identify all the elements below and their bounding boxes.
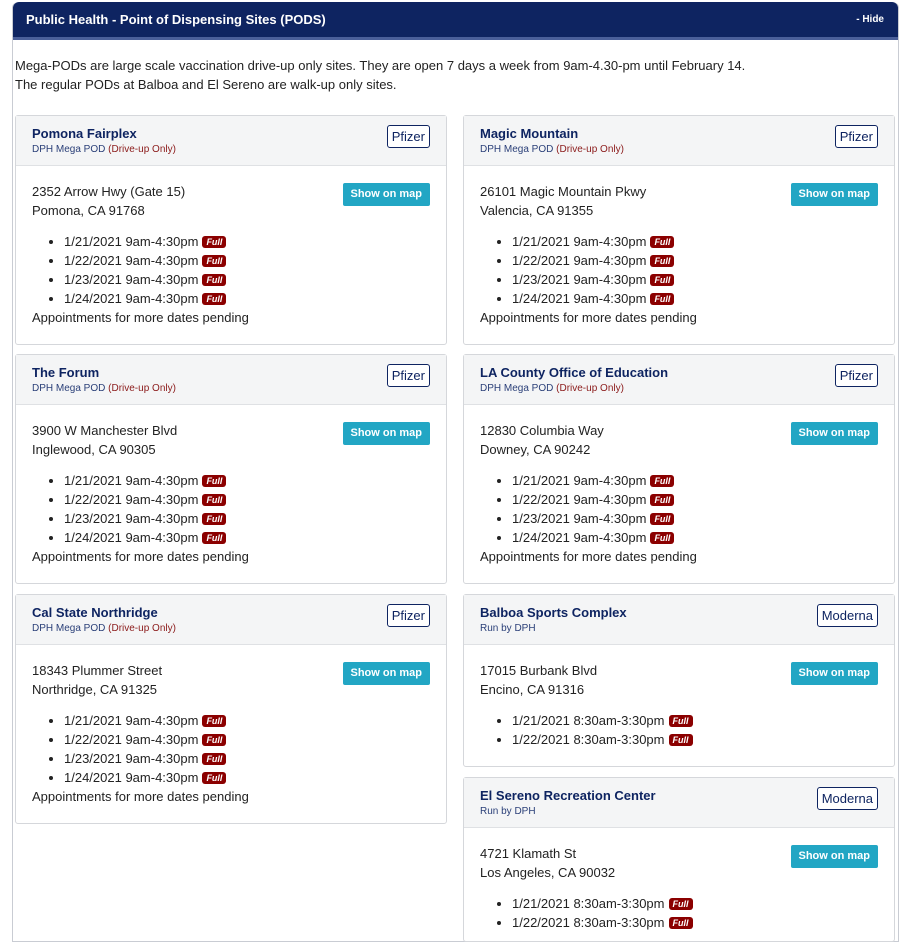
site-card-body [16,405,446,578]
full-badge: Full [669,715,693,727]
date-list [480,894,878,932]
show-on-map-button[interactable]: Show on map [343,422,431,445]
pending-note: Appointments for more dates pending [32,789,249,804]
site-type-label: DPH Mega POD [480,144,554,155]
site-type [32,623,430,634]
date-item [512,251,878,270]
vaccine-badge: Moderna [817,787,878,810]
site-card-pomona-fairplex [15,115,447,345]
date-text: 1/21/2021 8:30am-3:30pm [512,896,665,911]
site-card-header [464,355,894,405]
date-item [512,289,878,308]
site-card-body [464,166,894,339]
site-type: Run by DPH [480,806,536,817]
date-item [512,509,878,528]
show-on-map-button[interactable]: Show on map [791,183,879,206]
site-card-body [464,405,894,578]
full-badge: Full [669,917,693,929]
full-badge: Full [202,532,226,544]
address-line-2: Downey, CA 90242 [480,442,591,457]
full-badge: Full [650,236,674,248]
address-line-1: 3900 W Manchester Blvd [32,423,178,438]
address-line-2: Los Angeles, CA 90032 [480,865,616,880]
date-item [64,509,430,528]
date-text: 1/23/2021 9am-4:30pm [64,751,199,766]
address-line-2: Valencia, CA 91355 [480,203,594,218]
date-text: 1/24/2021 9am-4:30pm [512,291,647,306]
drive-up-note: (Drive-up Only) [108,623,176,634]
drive-up-note: (Drive-up Only) [108,144,176,155]
date-text: 1/21/2021 9am-4:30pm [512,473,647,488]
address-line-1: 26101 Magic Mountain Pkwy [480,184,647,199]
address-line-2: Inglewood, CA 90305 [32,442,156,457]
date-text: 1/21/2021 9am-4:30pm [64,234,199,249]
show-on-map-button[interactable]: Show on map [791,422,879,445]
address-line-1: 2352 Arrow Hwy (Gate 15) [32,184,186,199]
site-card-la-county-office-of-education [463,354,895,584]
date-item [512,913,878,932]
full-badge: Full [202,293,226,305]
date-text: 1/23/2021 9am-4:30pm [512,272,647,287]
site-card-header [464,595,894,645]
site-card-body [464,645,894,761]
date-item [64,232,430,251]
panel-title: Public Health - Point of Dispensing Sites (PODS) [26,12,326,27]
full-badge: Full [650,532,674,544]
site-name: Balboa Sports Complex [480,605,627,620]
date-text: 1/24/2021 9am-4:30pm [64,291,199,306]
date-item [64,749,430,768]
date-text: 1/24/2021 9am-4:30pm [512,530,647,545]
date-text: 1/23/2021 9am-4:30pm [64,272,199,287]
full-badge: Full [650,513,674,525]
date-text: 1/22/2021 9am-4:30pm [64,732,199,747]
date-item [64,289,430,308]
date-item [512,711,878,730]
full-badge: Full [202,734,226,746]
full-badge: Full [669,898,693,910]
address-line-1: 12830 Columbia Way [480,423,604,438]
date-text: 1/22/2021 9am-4:30pm [64,492,199,507]
site-name: El Sereno Recreation Center [480,788,656,803]
date-item [64,730,430,749]
pending-note: Appointments for more dates pending [32,549,249,564]
date-item [512,894,878,913]
date-text: 1/21/2021 9am-4:30pm [512,234,647,249]
site-card-header [16,116,446,166]
address-line-1: 4721 Klamath St [480,846,577,861]
date-list [480,471,878,547]
site-card-body [16,645,446,818]
drive-up-note: (Drive-up Only) [108,383,176,394]
site-card-header [16,595,446,645]
site-name: The Forum [32,365,100,380]
site-name: Pomona Fairplex [32,126,137,141]
site-card-header [464,778,894,828]
site-card-body [16,166,446,339]
date-list [32,711,430,787]
full-badge: Full [202,475,226,487]
date-item [64,251,430,270]
site-type [32,144,430,155]
date-list [480,711,878,749]
drive-up-note: (Drive-up Only) [556,144,624,155]
site-type-label: DPH Mega POD [32,623,106,634]
full-badge: Full [202,274,226,286]
address-line-1: 17015 Burbank Blvd [480,663,598,678]
date-text: 1/21/2021 8:30am-3:30pm [512,713,665,728]
site-type [32,383,430,394]
site-card-balboa-sports-complex [463,594,895,767]
full-badge: Full [202,236,226,248]
address-line-1: 18343 Plummer Street [32,663,163,678]
address-line-2: Encino, CA 91316 [480,682,585,697]
site-card-the-forum [15,354,447,584]
vaccine-badge: Pfizer [387,364,430,387]
intro-text [15,56,745,94]
pending-note: Appointments for more dates pending [480,549,697,564]
intro-line-1: Mega-PODs are large scale vaccination drive-up only sites. They are open 7 days a week from 9am-4.30-pm until February 14. [15,58,746,73]
show-on-map-button[interactable]: Show on map [791,845,879,868]
date-text: 1/24/2021 9am-4:30pm [64,530,199,545]
site-type: Run by DPH [480,623,536,634]
pending-note: Appointments for more dates pending [32,310,249,325]
full-badge: Full [202,772,226,784]
site-type-label: DPH Mega POD [480,383,554,394]
date-text: 1/22/2021 9am-4:30pm [512,492,647,507]
date-item [512,528,878,547]
date-list [32,232,430,308]
date-text: 1/22/2021 8:30am-3:30pm [512,732,665,747]
date-item [512,471,878,490]
date-text: 1/22/2021 9am-4:30pm [64,253,199,268]
full-badge: Full [669,734,693,746]
site-card-body [464,828,894,944]
date-text: 1/21/2021 9am-4:30pm [64,473,199,488]
full-badge: Full [650,494,674,506]
site-name: LA County Office of Education [480,365,669,380]
vaccine-badge: Pfizer [387,125,430,148]
date-item [512,490,878,509]
site-card-cal-state-northridge [15,594,447,824]
full-badge: Full [202,255,226,267]
full-badge: Full [650,274,674,286]
intro-line-2: The regular PODs at Balboa and El Sereno are walk-up only sites. [15,77,397,92]
site-card-header [16,355,446,405]
pending-note: Appointments for more dates pending [480,310,697,325]
site-card-magic-mountain [463,115,895,345]
date-item [64,528,430,547]
date-item [64,768,430,787]
date-list [480,232,878,308]
date-item [64,270,430,289]
hide-link[interactable]: - Hide [856,14,884,25]
vaccine-badge: Pfizer [835,125,878,148]
full-badge: Full [650,293,674,305]
date-text: 1/24/2021 9am-4:30pm [64,770,199,785]
show-on-map-button[interactable]: Show on map [791,662,879,685]
vaccine-badge: Pfizer [387,604,430,627]
full-badge: Full [202,715,226,727]
full-badge: Full [202,753,226,765]
date-item [64,490,430,509]
full-badge: Full [202,494,226,506]
site-type-label: DPH Mega POD [32,144,106,155]
panel-header [13,2,898,40]
full-badge: Full [650,255,674,267]
address-line-2: Northridge, CA 91325 [32,682,158,697]
site-type [480,383,878,394]
date-item [512,730,878,749]
date-item [64,471,430,490]
date-text: 1/22/2021 8:30am-3:30pm [512,915,665,930]
date-text: 1/22/2021 9am-4:30pm [512,253,647,268]
show-on-map-button[interactable]: Show on map [343,662,431,685]
show-on-map-button[interactable]: Show on map [343,183,431,206]
date-text: 1/23/2021 9am-4:30pm [512,511,647,526]
vaccine-badge: Pfizer [835,364,878,387]
full-badge: Full [202,513,226,525]
vaccine-badge: Moderna [817,604,878,627]
site-card-el-sereno-recreation-center [463,777,895,942]
full-badge: Full [650,475,674,487]
site-type [480,144,878,155]
date-item [512,270,878,289]
site-type-label: DPH Mega POD [32,383,106,394]
date-text: 1/23/2021 9am-4:30pm [64,511,199,526]
date-text: 1/21/2021 9am-4:30pm [64,713,199,728]
site-card-header [464,116,894,166]
drive-up-note: (Drive-up Only) [556,383,624,394]
site-name: Cal State Northridge [32,605,158,620]
address-line-2: Pomona, CA 91768 [32,203,145,218]
date-item [64,711,430,730]
site-name: Magic Mountain [480,126,579,141]
date-item [512,232,878,251]
date-list [32,471,430,547]
